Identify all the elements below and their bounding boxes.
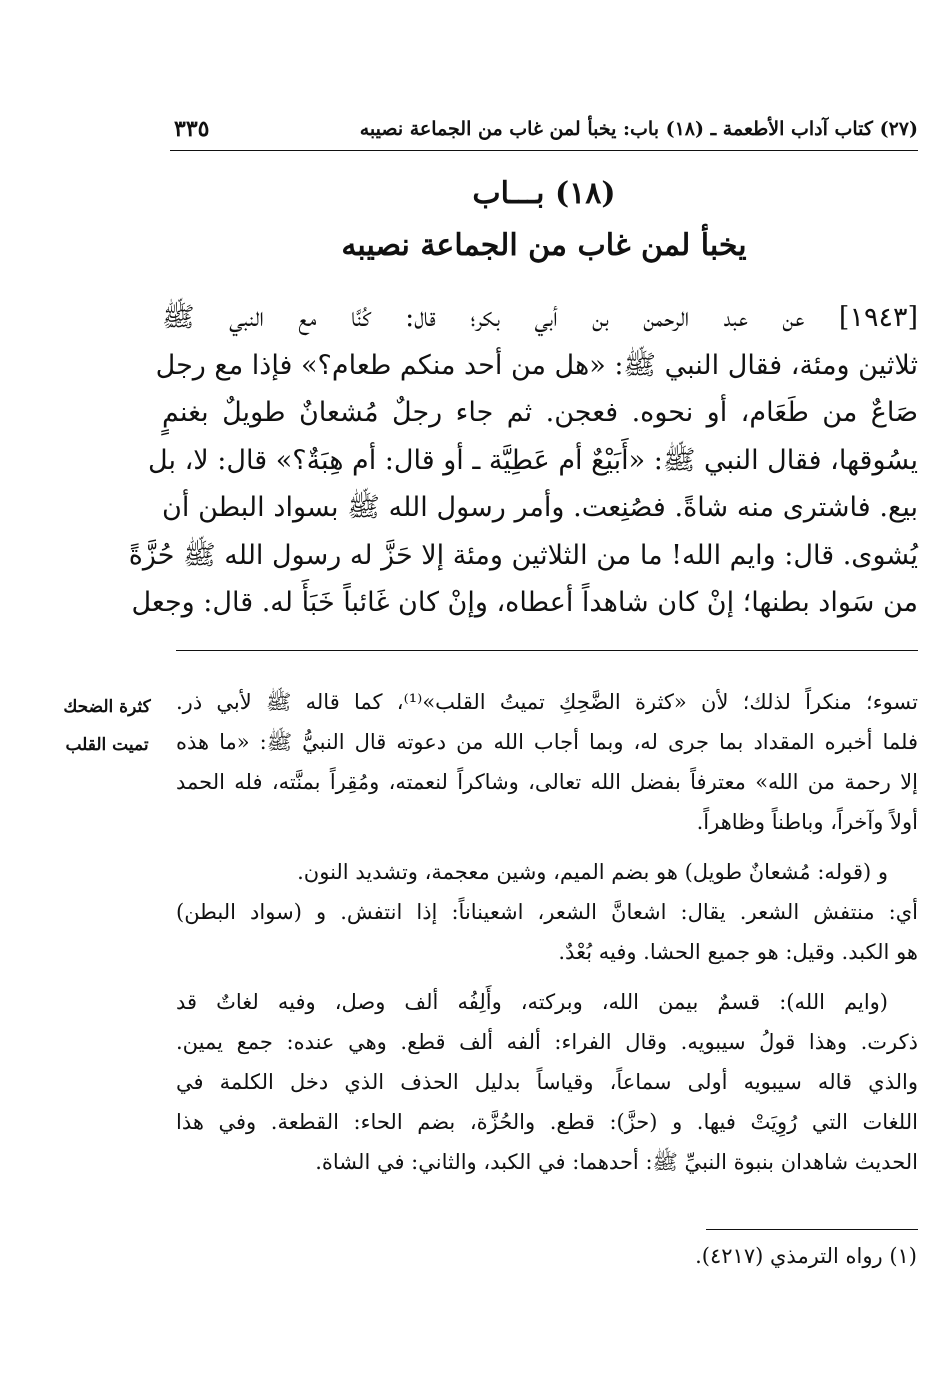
running-header (170, 116, 918, 151)
margin-note-line: كثرة الضحك (63, 697, 151, 717)
commentary-line: اللغات التي رُوِيَتْ فيها. و (حزَّ): قطع. والحُزَّة، بضم الحاء: القطعة. وفي هذا (176, 1110, 918, 1134)
margin-note-line: تميت القلب (65, 735, 149, 755)
commentary-line: أولاً وآخراً، وباطناً وظاهراً. (696, 810, 918, 834)
hadith-line: من سَواد بطنها؛ إنْ كان شاهداً أعطاه، وإنْ كان غَائباً خَبَأَ له. قال: وجعل (131, 587, 918, 618)
commentary-line: (وايم الله): قسمٌ بيمن الله، وبركته، وأَلِفُه ألف وصل، وفيه لغاتٌ قد (176, 990, 888, 1014)
commentary-paragraph (176, 982, 918, 1182)
commentary-line: أي: منتفش الشعر. يقال: اشعانَّ الشعر، اشعيناناً: إذا انتفش. و (سواد البطن) (176, 900, 918, 924)
hadith-text (128, 294, 918, 627)
commentary-line: فلما أخبره المقداد بما جرى له، وبما أجاب الله من دعوته قال النبيُّ ﷺ: «ما هذه (176, 730, 918, 754)
commentary-line: و (قوله: مُشعانٌ طويل) هو بضم الميم، وشين معجمة، وتشديد النون. (297, 860, 888, 884)
hadith-line: يسُوقها، فقال النبي ﷺ: «أَبَيْعٌ أم عَطِيَّة ـ أو قال: أم هِبَةٌ؟» قال: لا، بل (148, 444, 918, 476)
hadith-line: [١٩٤٣] عن عبد الرحمن بن أبي بكر؛ قال: كُنَّا مع النبي ﷺ (162, 302, 918, 333)
hadith-line: صَاعٌ من طَعَام، أو نحوه. فعجن. ثم جاء رجلٌ مُشعانٌ طويلٌ بغنمٍ (162, 397, 918, 428)
footnote-divider (706, 1229, 918, 1230)
commentary-line: إلا رحمة من الله» معترفاً بفضل الله تعالى، وشاكراً لنعمته، ومُقِراً بمنَّته، فله الحمد (176, 770, 918, 794)
page-number: ٣٣٥ (174, 116, 210, 142)
margin-note (52, 688, 162, 764)
chapter-title: يخبأ لمن غاب من الجماعة نصيبه (341, 228, 747, 263)
commentary-line: تسوء؛ منكراً لذلك؛ لأن «كثرة الضَّحِكِ تميتُ القلب»⁽¹⁾، كما قاله ﷺ لأبي ذر. (176, 690, 918, 714)
section-divider (176, 650, 918, 651)
commentary-line: هو الكبد. وقيل: هو جميع الحشا. وفيه بُعْدٌ. (558, 940, 918, 964)
commentary-line: ذكرت. وهذا قولُ سيبويه. وقال الفراء: ألفه ألف قطع. وهي عنده: جمع يمين. (176, 1030, 918, 1054)
chapter-heading: (١٨) بـــاب (472, 176, 616, 211)
commentary-line: الحديث شاهدان بنبوة النبيِّ ﷺ: أحدهما: في الكبد، والثاني: في الشاة. (315, 1150, 918, 1174)
header-title: (٢٧) كتاب آداب الأطعمة ـ (١٨) باب: يخبأ لمن غاب من الجماعة نصيبه (359, 118, 918, 140)
footnote: (١) رواه الترمذي (٤٢١٧). (695, 1244, 917, 1268)
commentary-paragraph (176, 852, 918, 972)
commentary (176, 682, 918, 1192)
hadith-line: بيع. فاشترى منه شاةً. فصُنِعت. وأمر رسول الله ﷺ بسواد البطن أن (162, 492, 918, 523)
commentary-line: والذي قاله سيبويه أولى سماعاً، وقياساً بدليل الحذف الذي دخل الكلمة في (176, 1070, 918, 1094)
hadith-line: يُشوى. قال: وايم الله! ما من الثلاثين ومئة إلا حَزَّ له رسول الله ﷺ حُزَّةً (128, 539, 918, 571)
commentary-paragraph (176, 682, 918, 842)
hadith-line: ثلاثين ومئة، فقال النبي ﷺ: «هل من أحد منكم طعام؟» فإذا مع رجل (155, 349, 918, 381)
